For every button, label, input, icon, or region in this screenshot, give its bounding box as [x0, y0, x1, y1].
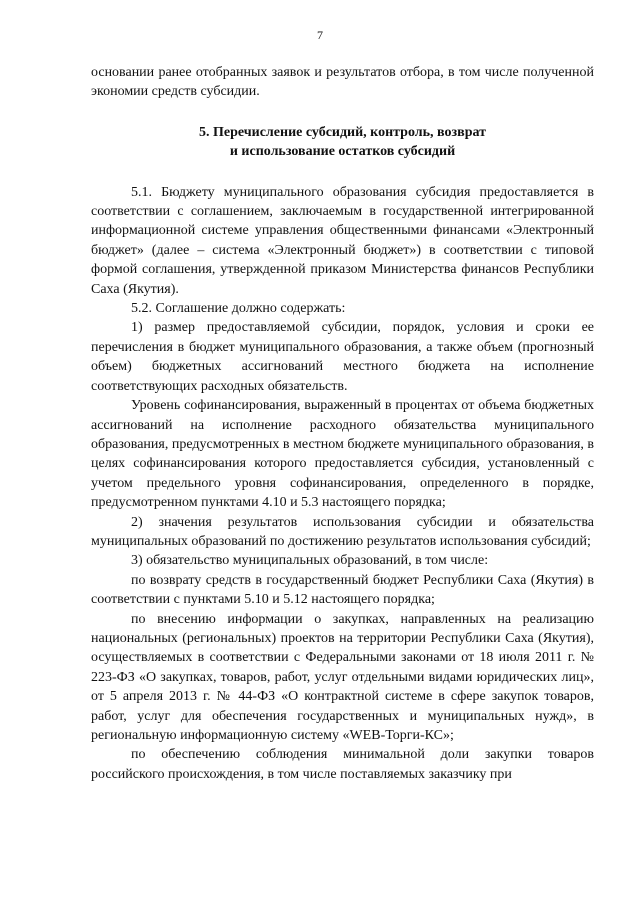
obligation-return: по возврату средств в государственный бюджет Республики Саха (Якутия) в соответствии с пунктами 5.10 и 5.12 настоящего порядка; — [91, 572, 594, 608]
spacer — [91, 102, 594, 123]
page-number: 7 — [317, 28, 323, 42]
section-title-line-2: и использование остатков субсидий — [229, 144, 456, 160]
obligation-procurement-info: по внесению информации о закупках, направленных на реализацию национальных (региональных) проектов на территории Республики Саха (Якутия), осуществляемых в соответствии с Федеральными законами от 18 июля 2011 г. № 223-ФЗ «О закупках, товаров, работ, услуг отдельными видами юридических лиц», от 5 апреля 2013 г. № 44-ФЗ «О контрактной системе в сфере закупок товаров, работ, услуг для обеспечения государственных и муниципальных нужд», в региональную информационную систему «WEB-Торги-КС»; — [91, 611, 594, 743]
section-title-line-1: 5. Перечисление субсидий, контроль, возврат — [199, 124, 486, 140]
list-item-1: 1) размер предоставляемой субсидии, порядок, условия и сроки ее перечисления в бюджет муниципального образования, а также объем (прогнозный объем) бюджетных ассигнований местного бюджета на исполнение соответствующих расходных обязательств. — [91, 320, 594, 394]
document-body — [91, 63, 594, 784]
paragraph-5-1: 5.1. Бюджету муниципального образования субсидия предоставляется в соответствии с соглашением, заключаемым в государственной интегрированной информационной системе управления общественными финансами «Электронный бюджет» (далее – система «Электронный бюджет») в соответствии с типовой формой соглашения, утвержденной приказом Министерства финансов Республики Саха (Якутия). — [91, 184, 594, 297]
list-item-2: 2) значения результатов использования субсидии и обязательства муниципальных образований по достижению результатов использования субсидий; — [91, 514, 594, 549]
paragraph-cofinancing: Уровень софинансирования, выраженный в процентах от объема бюджетных ассигнований на исполнение расходного обязательства муниципального образования, предусмотренных в местном бюджете муниципального образования, в целях софинансирования которого предоставляется субсидия, установленный с учетом предельного уровня софинансирования, определенного в порядке, предусмотренном пунктами 4.10 и 5.3 настоящего порядка; — [91, 398, 594, 511]
obligation-russian-goods: по обеспечению соблюдения минимальной доли закупки товаров российского происхождения, в том числе поставляемых заказчику при — [91, 747, 594, 782]
spacer — [91, 162, 594, 183]
continuation-paragraph: основании ранее отобранных заявок и результатов отбора, в том числе полученной экономии средств субсидии. — [91, 65, 594, 100]
paragraph-5-2: 5.2. Соглашение должно содержать: — [131, 301, 346, 317]
list-item-3: 3) обязательство муниципальных образований, в том числе: — [131, 553, 489, 569]
